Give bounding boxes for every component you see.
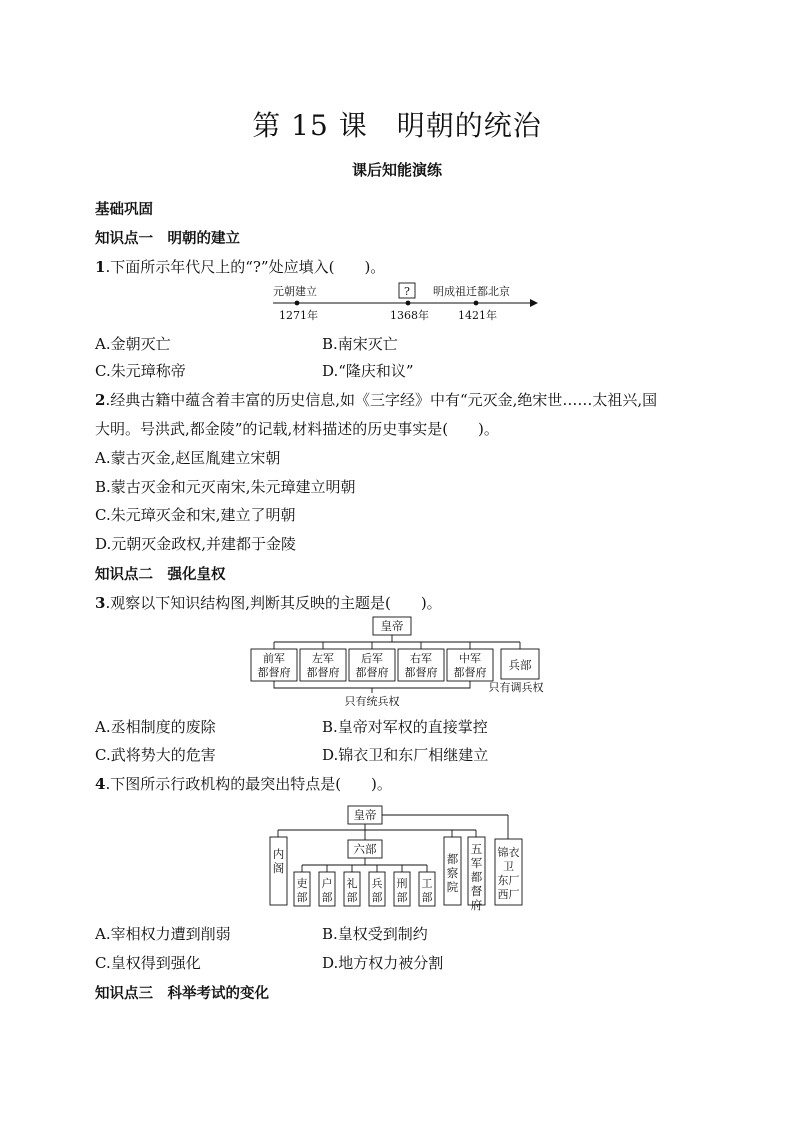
q4-option-a[interactable]: A.宰相权力遭到削弱 <box>95 925 231 943</box>
knowledge-point-3: 知识点三 科举考试的变化 <box>95 985 269 1002</box>
jinyiwei-line: 东厂 <box>497 874 520 887</box>
dudufu-label: 都督府 <box>257 666 291 679</box>
ministry-label: 礼部 <box>346 877 358 904</box>
timeline-year-3: 1421年 <box>458 309 497 322</box>
q1-option-a[interactable]: A.金朝灭亡 <box>95 335 171 353</box>
note-command-only: 只有统兵权 <box>344 695 400 706</box>
dudufu-label: 中军 <box>459 652 481 665</box>
q2-option-a[interactable]: A.蒙古灭金,赵匡胤建立宋朝 <box>95 449 281 467</box>
bingbu-label: 兵部 <box>508 658 532 672</box>
dudufu-label: 左军 <box>312 652 334 665</box>
jinyiwei-line: 卫 <box>503 860 514 873</box>
section-basic: 基础巩固 <box>95 201 153 218</box>
timeline-diagram <box>265 280 540 326</box>
dudufu-label: 都督府 <box>453 666 487 679</box>
q2-option-b[interactable]: B.蒙古灭金和元灭南宋,朱元璋建立明朝 <box>95 478 356 496</box>
emperor-label: 皇帝 <box>380 619 404 633</box>
timeline-label-right: 明成祖迁都北京 <box>433 285 510 298</box>
dudufu-label: 都督府 <box>355 666 389 679</box>
knowledge-point-1: 知识点一 明朝的建立 <box>95 230 240 247</box>
jinyiwei-line: 西厂 <box>497 888 520 901</box>
wujun-vertical-label: 五军都督府 <box>470 842 483 912</box>
dudufu-label: 右军 <box>410 652 432 665</box>
six-ministries <box>294 865 435 906</box>
q3-option-b[interactable]: B.皇帝对军权的直接掌控 <box>322 718 488 736</box>
dudufu-label: 都督府 <box>306 666 340 679</box>
bracket-dudufu <box>274 681 470 688</box>
question-3-stem <box>95 592 442 613</box>
question-number: 2 <box>95 391 106 409</box>
question-number: 3 <box>95 594 106 612</box>
dudufu-label: 后军 <box>361 652 383 665</box>
emperor-label: 皇帝 <box>353 808 377 822</box>
q4-option-c[interactable]: C.皇权得到强化 <box>95 954 201 972</box>
ministry-label: 吏部 <box>296 877 308 904</box>
question-text: .经典古籍中蕴含着丰富的历史信息,如《三字经》中有“元灭金,绝宋世……太祖兴,国 <box>105 391 658 409</box>
dudufu-label: 前军 <box>263 652 285 665</box>
timeline-year-1: 1271年 <box>279 309 318 322</box>
note-dispatch-only: 只有调兵权 <box>488 681 544 694</box>
q3-option-a[interactable]: A.丞相制度的废除 <box>95 718 216 736</box>
question-1-stem <box>95 256 385 277</box>
timeline-year-2: 1368年 <box>390 309 429 322</box>
question-2-stem-line2: 大明。号洪武,都金陵”的记载,材料描述的历史事实是( )。 <box>95 420 499 438</box>
q1-option-d[interactable]: D.“隆庆和议” <box>322 362 414 380</box>
timeline-label-mid: ? <box>404 285 410 298</box>
ministry-label: 兵部 <box>371 877 383 904</box>
q3-option-c[interactable]: C.武将势大的危害 <box>95 746 216 764</box>
q1-option-b[interactable]: B.南宋灭亡 <box>322 335 398 353</box>
timeline-point-1368 <box>406 301 411 306</box>
q4-option-b[interactable]: B.皇权受到制约 <box>322 925 428 943</box>
duchayuan-vertical-label: 都察院 <box>446 852 459 894</box>
question-text: .观察以下知识结构图,判断其反映的主题是( )。 <box>105 594 442 612</box>
jinyiwei-line: 锦衣 <box>497 846 520 859</box>
question-number: 1 <box>95 258 106 276</box>
timeline-label-left: 元朝建立 <box>273 285 317 298</box>
ministry-label: 户部 <box>321 877 333 904</box>
q2-option-d[interactable]: D.元朝灭金政权,并建都于金陵 <box>95 535 297 553</box>
timeline-point-1421 <box>474 301 479 306</box>
q3-option-d[interactable]: D.锦衣卫和东厂相继建立 <box>322 746 489 764</box>
liubu-label: 六部 <box>353 842 377 856</box>
q2-option-c[interactable]: C.朱元璋灭金和宋,建立了明朝 <box>95 506 296 524</box>
neige-vertical-label: 内阁 <box>272 847 285 875</box>
timeline-point-1271 <box>295 301 300 306</box>
question-2-stem-line1 <box>95 389 657 410</box>
ministry-label: 工部 <box>421 877 433 904</box>
question-text: .下图所示行政机构的最突出特点是( )。 <box>105 775 392 793</box>
timeline-arrow <box>530 299 538 307</box>
knowledge-point-2: 知识点二 强化皇权 <box>95 566 226 583</box>
dudufu-label: 都督府 <box>404 666 438 679</box>
question-text: .下面所示年代尺上的“?”处应填入( )。 <box>105 258 386 276</box>
ministry-label: 刑部 <box>396 877 408 904</box>
q1-option-c[interactable]: C.朱元璋称帝 <box>95 362 186 380</box>
military-structure-diagram <box>245 614 555 706</box>
page-title: 第 15 课 明朝的统治 <box>252 109 542 142</box>
page-subtitle: 课后知能演练 <box>351 161 442 179</box>
question-number: 4 <box>95 775 106 793</box>
question-4-stem <box>95 773 392 794</box>
jinyiwei-label <box>495 846 522 902</box>
q4-option-d[interactable]: D.地方权力被分割 <box>322 954 444 972</box>
